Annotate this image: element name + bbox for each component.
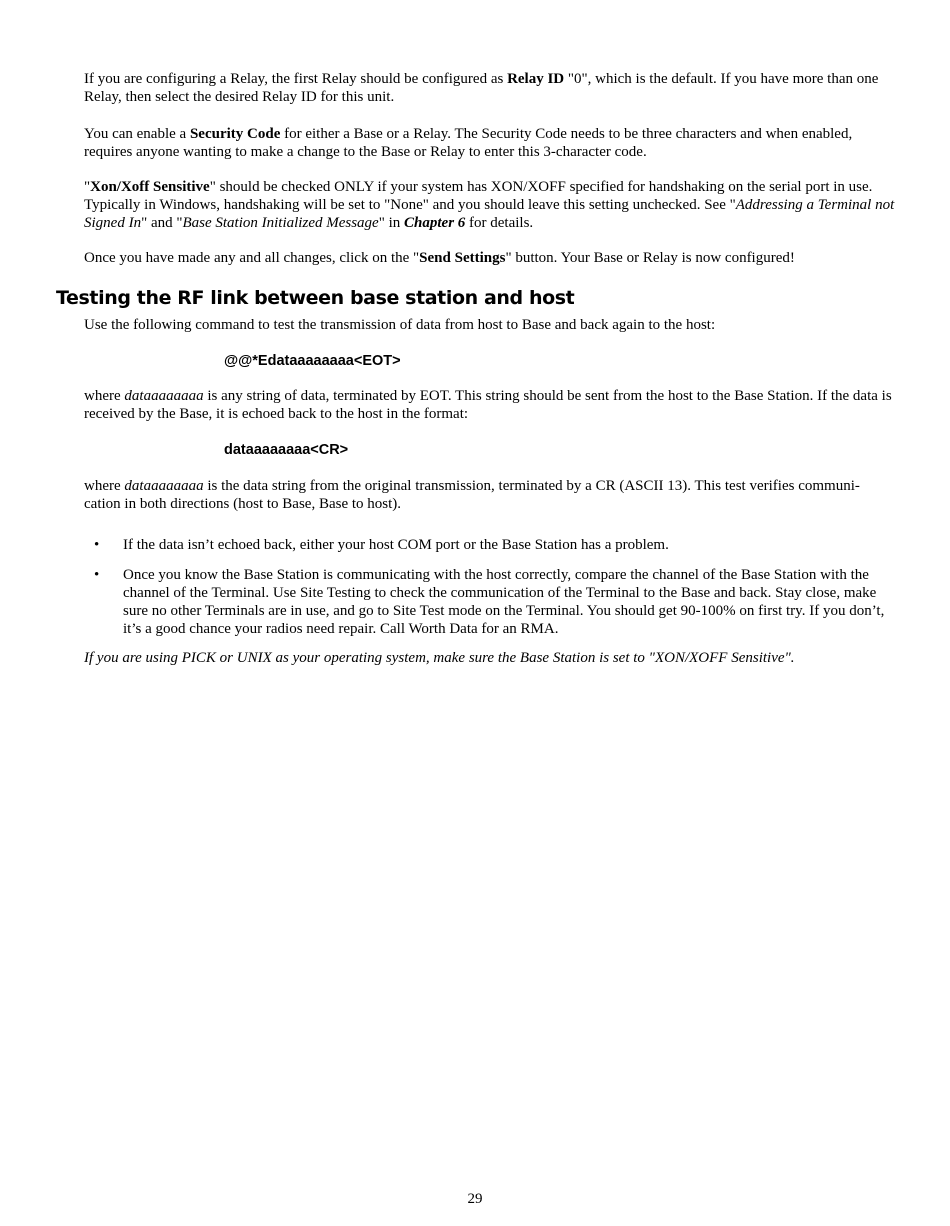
text-run: is the data string from the original transmission, terminated by a CR (ASCII 13). This test verifies communi-cation in both directions (host to Base, Base to host). <box>84 478 860 512</box>
test-command: @@*Edataaaaaaaa<EOT> <box>224 353 401 369</box>
relay-id-paragraph <box>84 70 896 106</box>
text-run: Once you have made any and all changes, click on the " <box>84 250 420 266</box>
cross-reference: Base Station Initialized Message <box>182 215 379 231</box>
echo-format: dataaaaaaaa<CR> <box>224 442 349 458</box>
cross-reference: Addressing a Terminal not Signed In <box>84 197 895 231</box>
text-run: If you are configuring a Relay, the first Relay should be configured as <box>84 71 508 87</box>
bullet-item: If the data isn’t echoed back, either your host COM port or the Base Station has a problem. <box>123 537 669 553</box>
chapter-reference: Chapter 6 <box>404 215 466 231</box>
bullet-item: Once you know the Base Station is communicating with the host correctly, compare the channel of the Base Station with the channel of the Terminal. Use Site Testing to check the communication of the Terminal to the Base and back. Stay close, make sure no other Terminals are in use, and go to Site Test mode on the Terminal. You should get 90-100% on first try. If you don’t, it’s a good chance your radios need repair. Call Worth Data for an RMA. <box>123 567 885 637</box>
text-run: " and " <box>141 215 183 231</box>
section-intro: Use the following command to test the transmission of data from host to Base and back again to the host: <box>84 317 716 333</box>
text-run: "0", which is the default. If you have more than one Relay, then select the desired Relay ID for this unit. <box>84 71 879 105</box>
text-run: where <box>84 478 125 494</box>
data-term: dataaaaaaaa <box>124 478 204 494</box>
where-paragraph-2 <box>84 477 896 513</box>
bullet-marker: • <box>94 567 100 583</box>
send-settings-paragraph <box>84 249 896 267</box>
where-paragraph-1 <box>84 387 896 423</box>
text-run: for details. <box>465 215 534 231</box>
send-settings-term: Send Settings <box>419 250 506 266</box>
text-run: You can enable a <box>84 126 190 142</box>
text-run: " in <box>378 215 405 231</box>
text-run: " should be checked ONLY if your system has XON/XOFF specified for handshaking on the serial port in use. Typically in Windows, handshaking will be set to "None" and you should leave this setting unchecked. See " <box>84 179 873 213</box>
operating-system-note: If you are using PICK or UNIX as your operating system, make sure the Base Station is set to "XON/XOFF Sensitive". <box>84 650 795 666</box>
xon-xoff-paragraph <box>84 178 896 232</box>
text-run: " button. Your Base or Relay is now configured! <box>505 250 795 266</box>
xon-xoff-term: Xon/Xoff Sensitive <box>90 179 210 195</box>
text-run: for either a Base or a Relay. The Security Code needs to be three characters and when enabled, requires anyone wanting to make a change to the Base or Relay to enter this 3-character code. <box>84 126 853 160</box>
security-code-paragraph <box>84 125 896 161</box>
page-number: 29 <box>467 1191 483 1207</box>
relay-id-term: Relay ID <box>507 71 565 87</box>
text-run: " <box>84 179 91 195</box>
bullet-marker: • <box>94 537 100 553</box>
data-term: dataaaaaaaa <box>124 388 204 404</box>
security-code-term: Security Code <box>189 126 281 142</box>
text-run: where <box>84 388 125 404</box>
section-heading: Testing the RF link between base station and host <box>56 287 575 309</box>
text-run: is any string of data, terminated by EOT. This string should be sent from the host to the Base Station. If the data is received by the Base, it is echoed back to the host in the format: <box>84 388 892 422</box>
